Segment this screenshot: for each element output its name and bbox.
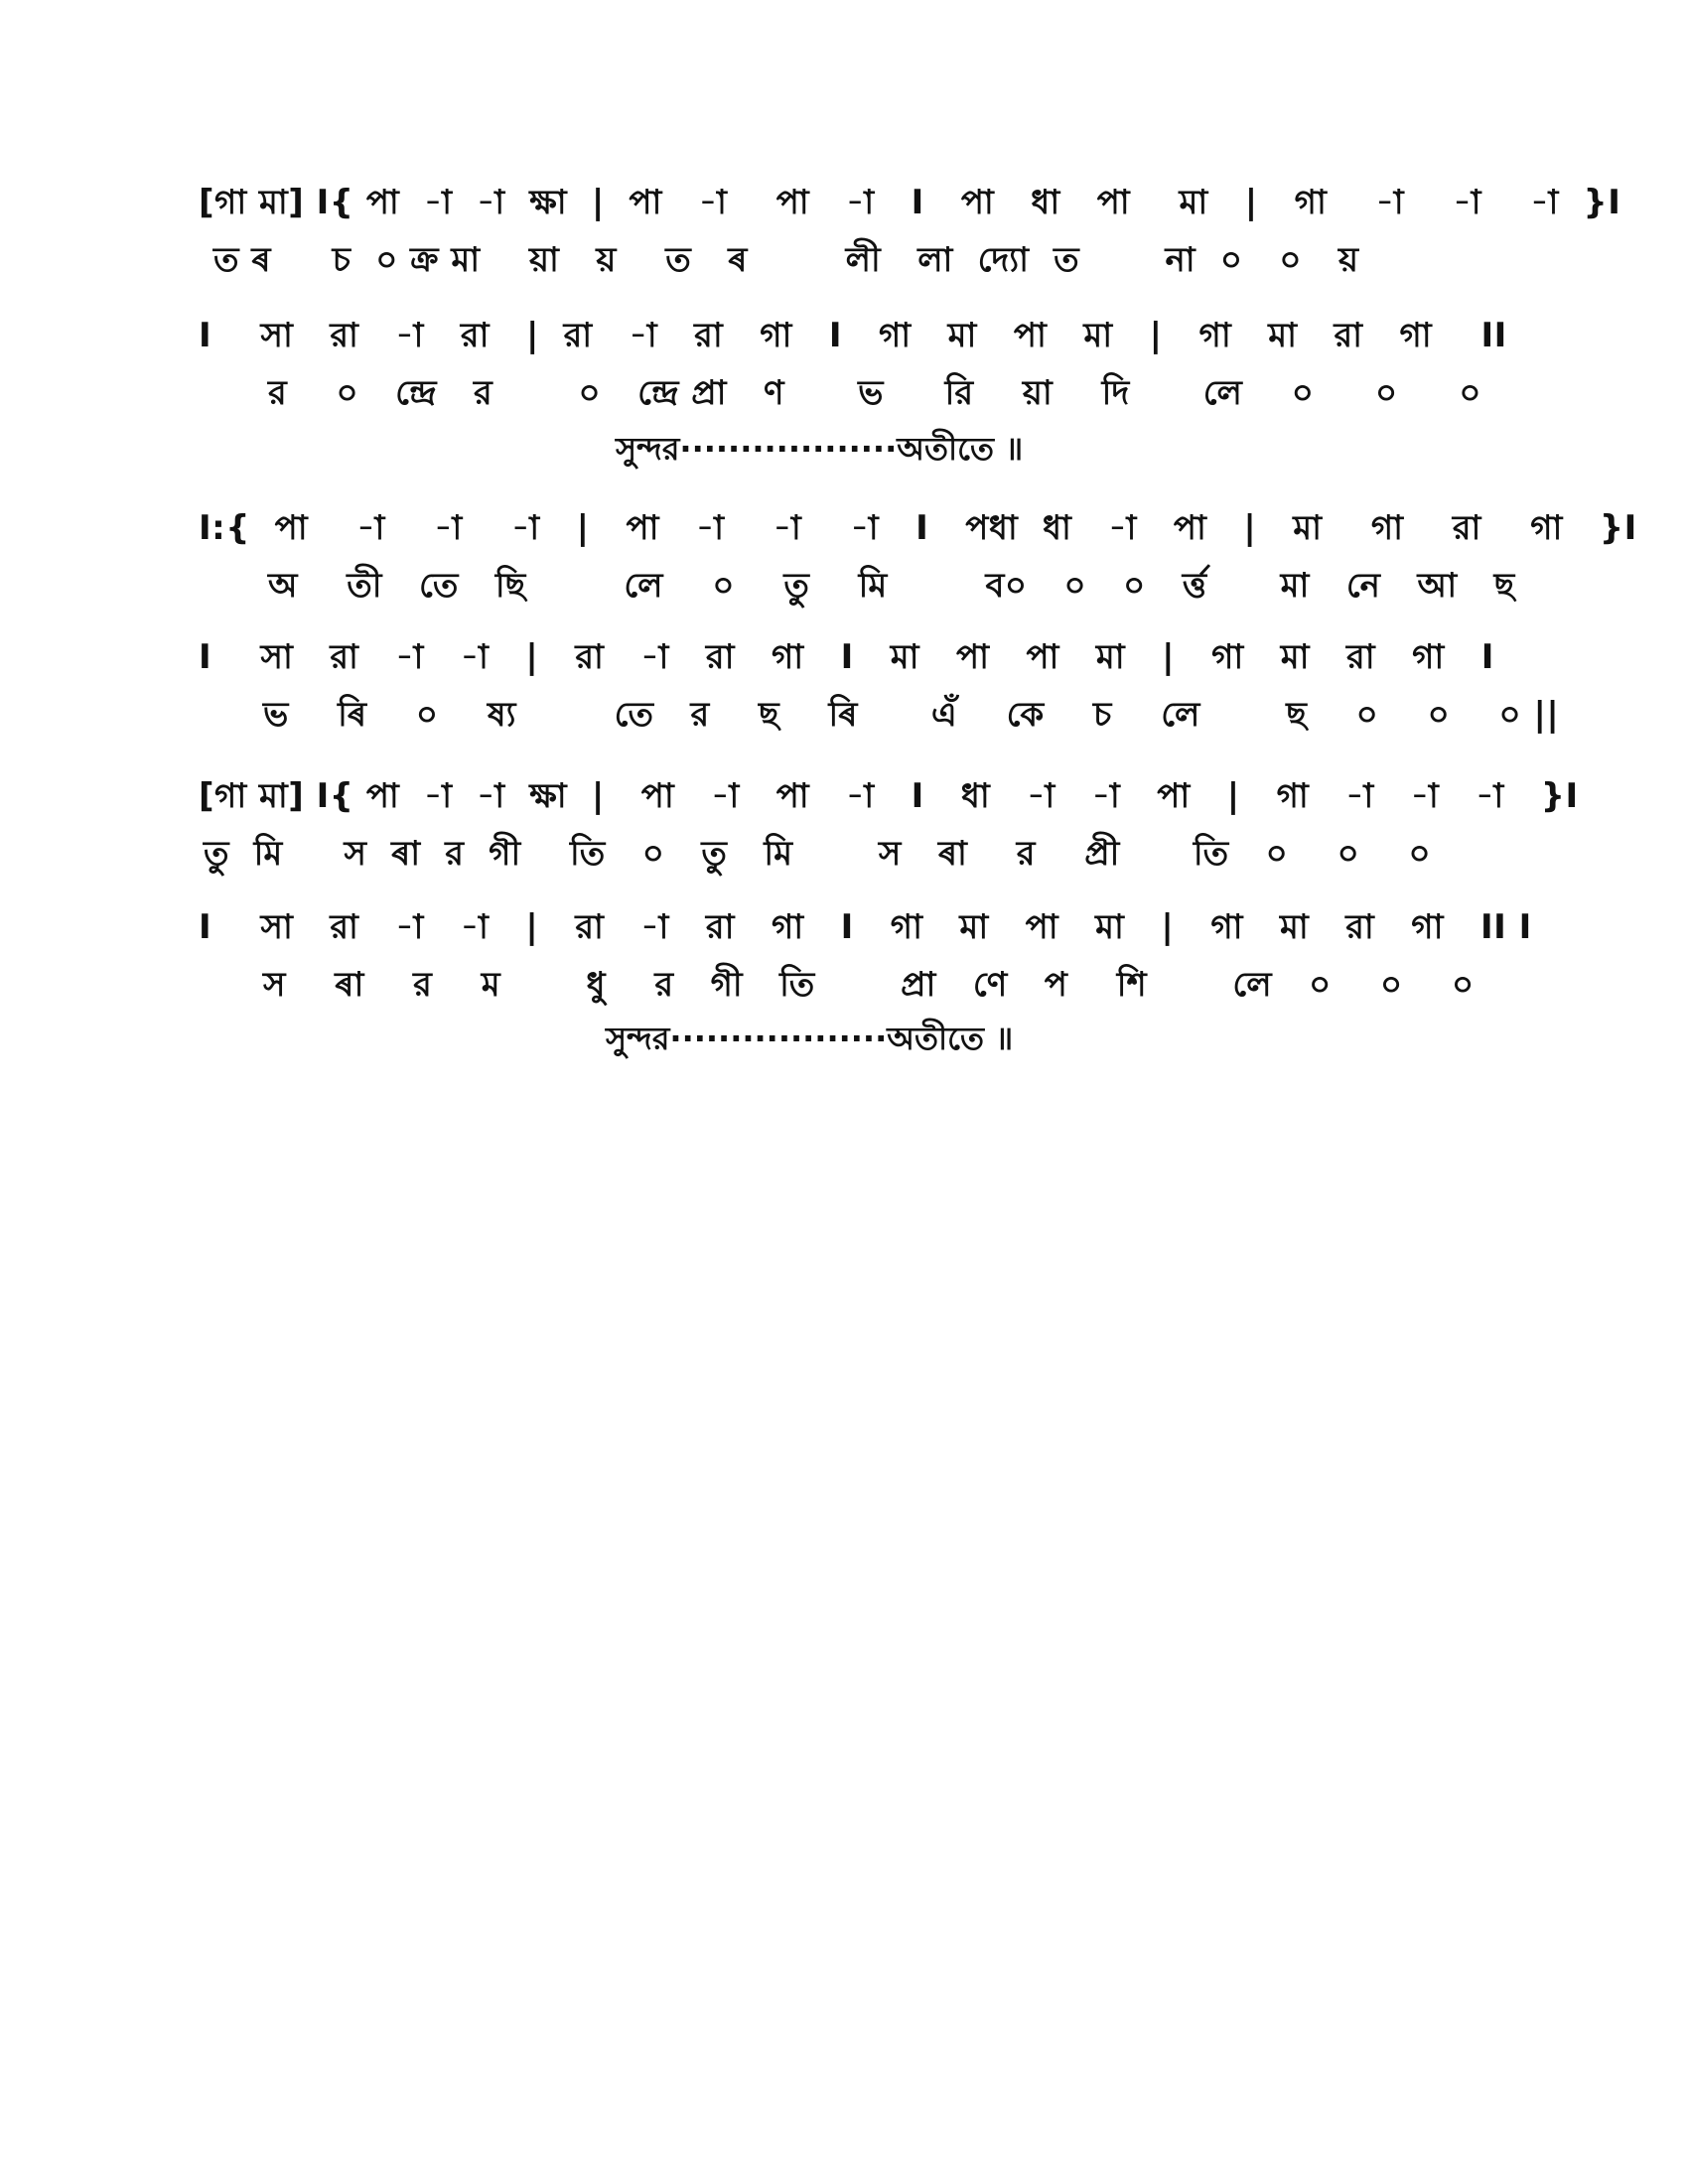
refrain-line-2: সুন্দর··················অতীতে ॥ <box>606 1020 1014 1057</box>
refrain-line-1: সুন্দর··················অতীতে ॥ <box>616 430 1024 468</box>
notation-row-4-lyric: ভ ৰি ০ ষ্য তে র ছ ৰি এঁ কে চ লে ছ ০ ০ ০ || <box>263 695 1560 735</box>
notation-row-6-swara: I সা রা -া -া | রা -া রা গা I গা মা পা মা | গা মা রা গা II I <box>199 907 1532 947</box>
notation-row-4-swara: I সা রা -া -া | রা -া রা গা I মা পা পা মা | গা মা রা গা I <box>199 637 1494 677</box>
notation-row-3-swara: I:{ পা -া -া -া | পা -া -া -া I পধা ধা -া পা | মা গা রা গা }I <box>199 508 1637 548</box>
notation-row-1-swara: [গা মা] I{ পা -া -া ক্ষা | পা -া পা -া I পা ধা পা মা | গা -া -া -া }I <box>199 183 1621 222</box>
notation-row-2-swara: I সা রা -া রা | রা -া রা গা I গা মা পা মা | গা মা রা গা II <box>199 316 1507 355</box>
notation-row-6-lyric: স ৰা র ম ধু র গী তি প্রা ণে প শি লে ০ ০ ০ <box>263 965 1475 1005</box>
notation-row-3-lyric: অ তী তে ছি লে ০ তু মি ব০ ০ ০ র্ত্ত মা নে আ ছ <box>268 566 1515 606</box>
notation-row-2-lyric: র ০ ন্দ্রে র ০ ন্দ্রে প্রা ণ ভ রি য়া দি লে ০ ০ ০ <box>268 373 1481 413</box>
notation-row-5-lyric: তু মি স ৰা র গী তি ০ তু মি স ৰা র প্রী তি ০ ০ ০ <box>204 834 1432 874</box>
notation-row-5-swara: [গা মা] I{ পা -া -া ক্ষা | পা -া পা -া I ধা -া -া পা | গা -া -া -া }I <box>199 776 1579 816</box>
notation-row-1-lyric: ত ৰ চ ০ ক্র মা য়া য় ত ৰ লী লা দ্যো ত না ০ ০ য় <box>213 240 1359 280</box>
